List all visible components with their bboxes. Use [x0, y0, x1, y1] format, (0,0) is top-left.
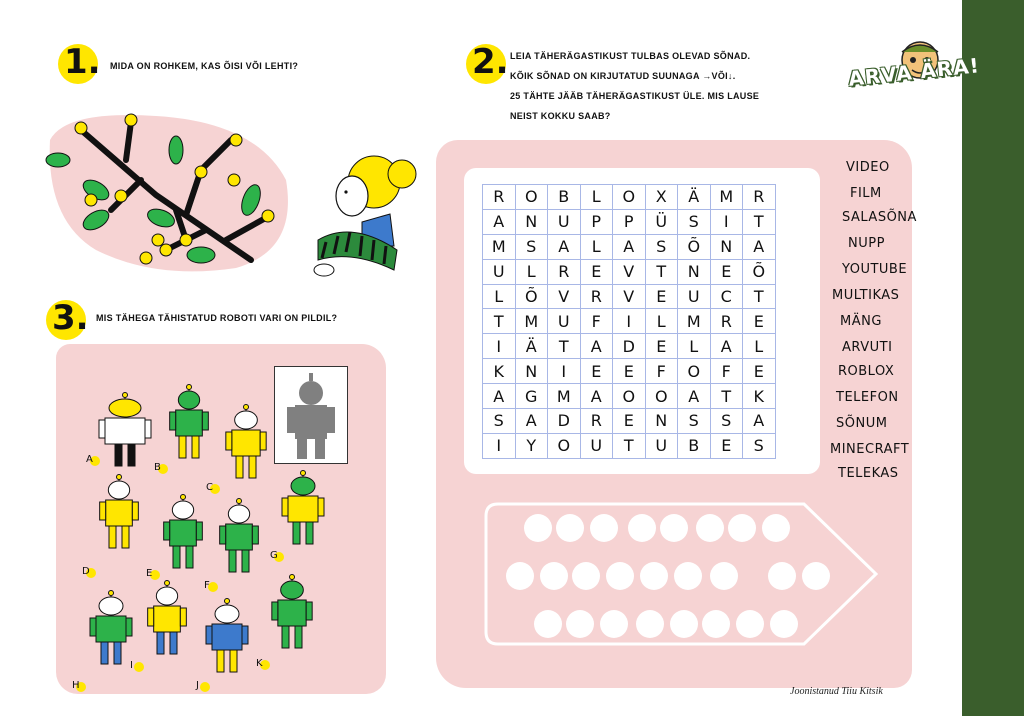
grid-cell: N	[710, 234, 743, 259]
grid-cell: E	[645, 334, 678, 359]
robot-label: B	[154, 462, 161, 473]
grid-cell: Õ	[743, 259, 776, 284]
grid-cell: S	[710, 409, 743, 434]
grid-cell: E	[743, 359, 776, 384]
robot-label: K	[256, 658, 263, 669]
grid-cell: F	[645, 359, 678, 384]
green-sidebar	[962, 0, 1024, 716]
answer-slot	[636, 610, 664, 638]
word-list-item: ARVUTI	[842, 340, 893, 355]
grid-cell: O	[678, 359, 711, 384]
robot-label: F	[204, 580, 210, 591]
grid-cell: R	[483, 185, 516, 210]
grid-cell: K	[743, 384, 776, 409]
word-list-item: SALASÕNA	[842, 210, 917, 225]
grid-cell: I	[548, 359, 581, 384]
robot-label: C	[206, 482, 213, 493]
answer-slot	[556, 514, 584, 542]
grid-row	[483, 234, 776, 259]
grid-cell: M	[678, 309, 711, 334]
grid-cell: E	[613, 359, 646, 384]
task2-line-2: KÕIK SÕNAD ON KIRJUTATUD SUUNAGA →VÕI↓.	[510, 71, 736, 81]
grid-cell: U	[645, 433, 678, 458]
answer-slot	[770, 610, 798, 638]
robot-label-dot	[134, 662, 144, 672]
grid-cell: O	[645, 384, 678, 409]
grid-cell: U	[483, 259, 516, 284]
grid-row	[483, 384, 776, 409]
grid-cell: K	[483, 359, 516, 384]
robot-label: G	[270, 550, 278, 561]
answer-slot	[768, 562, 796, 590]
grid-cell: U	[580, 433, 613, 458]
grid-row	[483, 185, 776, 210]
robot-J-icon	[204, 598, 250, 678]
answer-slot	[534, 610, 562, 638]
grid-row	[483, 433, 776, 458]
task2-instructions	[510, 46, 759, 126]
grid-cell: R	[580, 284, 613, 309]
grid-cell: M	[515, 309, 548, 334]
robot-label: D	[82, 566, 90, 577]
grid-cell: S	[645, 234, 678, 259]
branch-illustration	[36, 100, 296, 276]
grid-cell: U	[548, 209, 581, 234]
grid-cell: T	[548, 334, 581, 359]
grid-cell: N	[678, 259, 711, 284]
grid-cell: F	[580, 309, 613, 334]
grid-row	[483, 409, 776, 434]
word-list-item: MÄNG	[840, 314, 882, 329]
word-search-grid	[482, 184, 776, 459]
word-list-item: TELEFON	[836, 390, 899, 405]
word-list-item: VIDEO	[846, 160, 890, 175]
grid-cell: Ü	[645, 209, 678, 234]
answer-slot	[606, 562, 634, 590]
robot-C-icon	[224, 404, 268, 484]
girl-illustration	[302, 150, 420, 284]
answer-slot	[566, 610, 594, 638]
grid-cell: L	[580, 234, 613, 259]
robot-label: H	[72, 680, 80, 691]
grid-cell: R	[548, 259, 581, 284]
task1-number: 1.	[64, 42, 101, 82]
grid-cell: R	[743, 185, 776, 210]
grid-cell: A	[743, 234, 776, 259]
grid-cell: T	[743, 284, 776, 309]
answer-slot	[696, 514, 724, 542]
grid-cell: V	[613, 284, 646, 309]
grid-cell: M	[548, 384, 581, 409]
grid-cell: L	[645, 309, 678, 334]
grid-cell: A	[710, 334, 743, 359]
task1-number-badge	[58, 42, 101, 84]
robot-shadow-icon	[275, 367, 347, 463]
grid-cell: N	[515, 359, 548, 384]
grid-cell: I	[613, 309, 646, 334]
grid-cell: E	[580, 359, 613, 384]
task2-number: 2.	[472, 42, 509, 82]
grid-cell: M	[483, 234, 516, 259]
grid-cell: A	[515, 409, 548, 434]
answer-slot	[628, 514, 656, 542]
robot-H-icon	[88, 590, 134, 670]
grid-cell: P	[613, 209, 646, 234]
grid-cell: Ä	[678, 185, 711, 210]
word-list-item: ROBLOX	[838, 364, 895, 379]
grid-cell: R	[710, 309, 743, 334]
word-list-item: YOUTUBE	[842, 262, 908, 277]
grid-cell: S	[743, 433, 776, 458]
grid-cell: Õ	[678, 234, 711, 259]
grid-cell: T	[710, 384, 743, 409]
robot-B-icon	[168, 384, 210, 464]
word-list-item: SÕNUM	[836, 416, 888, 431]
grid-cell: A	[613, 234, 646, 259]
grid-cell: Õ	[515, 284, 548, 309]
grid-cell: U	[678, 284, 711, 309]
grid-cell: A	[743, 409, 776, 434]
answer-slot	[640, 562, 668, 590]
answer-slot	[572, 562, 600, 590]
grid-cell: O	[613, 185, 646, 210]
word-list-item: FILM	[850, 186, 882, 201]
grid-cell: S	[678, 209, 711, 234]
grid-cell: L	[743, 334, 776, 359]
grid-cell: T	[645, 259, 678, 284]
answer-slot	[710, 562, 738, 590]
grid-cell: I	[710, 209, 743, 234]
robot-A-icon	[96, 392, 154, 472]
robot-label-dot	[200, 682, 210, 692]
grid-cell: L	[515, 259, 548, 284]
answer-slot	[802, 562, 830, 590]
robot-K-icon	[270, 574, 314, 654]
grid-cell: X	[645, 185, 678, 210]
grid-cell: M	[710, 185, 743, 210]
grid-cell: P	[580, 209, 613, 234]
answer-slot	[702, 610, 730, 638]
logo-text: ARVA ÄRA!	[847, 53, 981, 91]
grid-cell: O	[548, 433, 581, 458]
grid-cell: N	[515, 209, 548, 234]
grid-cell: D	[613, 334, 646, 359]
grid-cell: U	[548, 309, 581, 334]
task3-number: 3.	[52, 298, 89, 338]
grid-cell: A	[678, 384, 711, 409]
grid-row	[483, 284, 776, 309]
grid-cell: E	[645, 284, 678, 309]
grid-cell: L	[580, 185, 613, 210]
answer-slot	[590, 514, 618, 542]
grid-cell: D	[548, 409, 581, 434]
word-list-item: TELEKAS	[838, 466, 899, 481]
answer-slot	[540, 562, 568, 590]
grid-cell: S	[483, 409, 516, 434]
grid-row	[483, 334, 776, 359]
word-list-item: NUPP	[848, 236, 885, 251]
grid-cell: E	[580, 259, 613, 284]
grid-cell: F	[710, 359, 743, 384]
robot-label: E	[146, 568, 153, 579]
answer-slot	[600, 610, 628, 638]
grid-cell: C	[710, 284, 743, 309]
grid-cell: A	[483, 209, 516, 234]
grid-cell: A	[483, 384, 516, 409]
grid-cell: N	[645, 409, 678, 434]
grid-row	[483, 309, 776, 334]
grid-cell: L	[678, 334, 711, 359]
answer-slot	[736, 610, 764, 638]
answer-slot	[674, 562, 702, 590]
grid-cell: Y	[515, 433, 548, 458]
word-list-item: MULTIKAS	[832, 288, 900, 303]
grid-cell: A	[580, 334, 613, 359]
robot-F-icon	[218, 498, 260, 578]
robot-label: I	[130, 660, 133, 671]
answer-slot	[506, 562, 534, 590]
grid-cell: V	[613, 259, 646, 284]
grid-cell: R	[580, 409, 613, 434]
grid-cell: T	[483, 309, 516, 334]
grid-cell: B	[548, 185, 581, 210]
logo	[846, 38, 994, 90]
grid-cell: T	[743, 209, 776, 234]
answer-slot	[660, 514, 688, 542]
grid-cell: O	[613, 384, 646, 409]
task1-question: MIDA ON ROHKEM, KAS ÕISI VÕI LEHTI?	[110, 61, 299, 71]
grid-cell: A	[580, 384, 613, 409]
grid-row	[483, 259, 776, 284]
answer-slot	[762, 514, 790, 542]
grid-cell: I	[483, 334, 516, 359]
grid-cell: S	[515, 234, 548, 259]
task2-line-4: NEIST KOKKU SAAB?	[510, 111, 611, 121]
grid-cell: A	[548, 234, 581, 259]
grid-cell: S	[678, 409, 711, 434]
grid-cell: E	[743, 309, 776, 334]
grid-cell: B	[678, 433, 711, 458]
task2-number-badge	[466, 42, 509, 84]
answer-slot	[524, 514, 552, 542]
robot-label: J	[196, 680, 199, 691]
grid-cell: E	[613, 409, 646, 434]
robot-shadow-frame	[274, 366, 348, 464]
robot-D-icon	[98, 474, 140, 554]
grid-row	[483, 359, 776, 384]
robot-E-icon	[162, 494, 204, 574]
grid-cell: V	[548, 284, 581, 309]
task3-number-badge	[46, 298, 89, 340]
grid-cell: E	[710, 259, 743, 284]
credit: Joonistanud Tiiu Kitsik	[790, 686, 883, 697]
grid-cell: I	[483, 433, 516, 458]
grid-cell: E	[710, 433, 743, 458]
answer-slot	[670, 610, 698, 638]
answer-slot	[728, 514, 756, 542]
grid-cell: T	[613, 433, 646, 458]
grid-cell: G	[515, 384, 548, 409]
word-list-item: MINECRAFT	[830, 442, 910, 457]
grid-cell: Ä	[515, 334, 548, 359]
grid-cell: O	[515, 185, 548, 210]
task3-question: MIS TÄHEGA TÄHISTATUD ROBOTI VARI ON PILDIL?	[96, 313, 338, 323]
robot-I-icon	[146, 580, 188, 660]
robot-label: A	[86, 454, 93, 465]
grid-row	[483, 209, 776, 234]
task2-line-1: LEIA TÄHERÄGASTIKUST TULBAS OLEVAD SÕNAD.	[510, 51, 751, 61]
grid-cell: L	[483, 284, 516, 309]
robot-G-icon	[280, 470, 326, 550]
task2-line-3: 25 TÄHTE JÄÄB TÄHERÄGASTIKUST ÜLE. MIS LAUSE	[510, 91, 760, 101]
